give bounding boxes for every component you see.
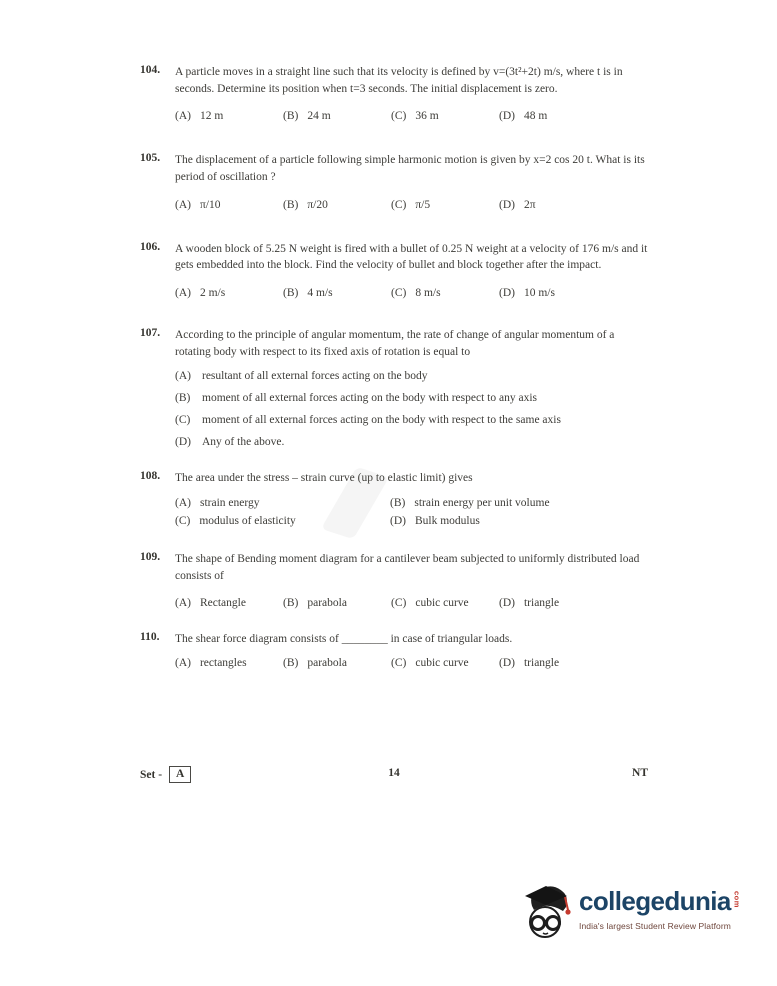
option-a	[175, 597, 283, 609]
question-number: 108.	[140, 470, 161, 483]
option-label: (D)	[499, 110, 515, 123]
option-a	[175, 287, 283, 299]
option-label: (C)	[175, 414, 191, 427]
option-label: (B)	[283, 198, 299, 211]
option-text: 8 m/s	[415, 287, 441, 300]
option-text: 36 m	[415, 110, 439, 123]
option-a	[175, 110, 283, 122]
question-108	[140, 470, 648, 527]
option-label: (D)	[499, 597, 515, 610]
option-c	[391, 199, 499, 211]
question-text: A particle moves in a straight line such that its velocity is defined by v=(3t²+2t) m/s, where t is in seconds. Determine its position when t=3 seconds. The initial displacement is zero.	[175, 66, 623, 95]
option-b	[283, 199, 391, 211]
option-text: Any of the above.	[202, 436, 285, 449]
option-a	[175, 199, 283, 211]
option-label: (D)	[390, 515, 406, 528]
option-label: (B)	[283, 110, 299, 123]
option-label: (B)	[390, 497, 406, 510]
options-row	[175, 199, 648, 211]
option-text: cubic curve	[415, 597, 469, 610]
options-row	[175, 110, 648, 122]
option-b	[390, 497, 648, 509]
question-number: 106.	[140, 240, 161, 253]
page-number: 14	[388, 767, 400, 779]
option-text: strain energy	[199, 497, 260, 510]
question-number: 104.	[140, 64, 161, 76]
option-text: resultant of all external forces acting on the body	[202, 370, 428, 383]
option-d	[499, 657, 648, 669]
option-text: π/5	[415, 198, 431, 211]
option-c	[391, 287, 499, 299]
set-badge: A	[169, 766, 191, 783]
option-text: rectangles	[199, 657, 247, 670]
option-label: (A)	[175, 110, 191, 123]
option-label: (A)	[175, 597, 191, 610]
option-text: moment of all external forces acting on the body with respect to any axis	[202, 392, 537, 405]
option-text: modulus of elasticity	[199, 515, 296, 528]
options-row	[175, 657, 648, 669]
options-row	[175, 597, 648, 609]
option-label: (C)	[175, 515, 191, 528]
option-b	[175, 392, 648, 404]
option-c	[391, 657, 499, 669]
question-106	[140, 241, 648, 299]
question-110	[140, 631, 648, 669]
question-text: The displacement of a particle following simple harmonic motion is given by x=2 cos 20 t. What is its period of oscillation ?	[175, 154, 645, 184]
option-label: (D)	[175, 436, 191, 449]
question-text: A wooden block of 5.25 N weight is fired with a bullet of 0.25 N weight at a velocity of 176 m/s and it gets embedded into the block. Find the velocity of bullet and block together after the impact.	[175, 242, 648, 272]
option-label: (C)	[391, 657, 407, 670]
option-label: (C)	[391, 287, 407, 300]
brand-wordmark: collegedunia	[579, 886, 731, 916]
question-104	[140, 64, 648, 122]
option-text: 2π	[523, 198, 536, 211]
option-text: 2 m/s	[199, 287, 226, 300]
option-label: (B)	[283, 597, 299, 610]
option-d	[499, 110, 648, 122]
option-label: (A)	[175, 198, 191, 211]
option-d	[390, 515, 648, 527]
option-a	[175, 370, 648, 382]
options-grid	[175, 497, 648, 527]
option-d	[499, 199, 648, 211]
option-label: (A)	[175, 657, 191, 670]
option-label: (B)	[283, 657, 299, 670]
option-a	[175, 657, 283, 669]
option-label: (B)	[175, 392, 191, 405]
option-b	[283, 287, 391, 299]
option-c	[175, 515, 390, 527]
option-label: (C)	[391, 110, 407, 123]
option-label: (D)	[499, 198, 515, 211]
option-d	[499, 287, 648, 299]
option-c	[391, 110, 499, 122]
option-d	[175, 436, 648, 448]
brand-suffix: com	[732, 891, 742, 908]
collegedunia-mascot-icon	[520, 880, 572, 945]
option-text: triangle	[523, 597, 560, 610]
option-text: π/10	[199, 198, 221, 211]
question-109	[140, 551, 648, 609]
questions-area	[140, 64, 648, 669]
option-text: Rectangle	[199, 597, 246, 610]
option-c	[391, 597, 499, 609]
question-number: 107.	[140, 327, 161, 340]
question-number: 109.	[140, 551, 161, 564]
question-text: According to the principle of angular momentum, the rate of change of angular momentum of a rotating body with respect to its fixed axis of rotation is equal to	[175, 329, 615, 358]
question-105	[140, 152, 648, 210]
collegedunia-logo	[520, 880, 742, 945]
option-text: moment of all external forces acting on the body with respect to the same axis	[202, 414, 561, 427]
paper-code: NT	[632, 767, 648, 779]
option-text: 4 m/s	[307, 287, 333, 300]
option-label: (C)	[391, 597, 407, 610]
question-text: The shape of Bending moment diagram for a cantilever beam subjected to uniformly distributed load consists of	[175, 553, 640, 582]
option-label: (D)	[499, 657, 515, 670]
option-label: (A)	[175, 287, 191, 300]
option-b	[283, 657, 391, 669]
option-b	[283, 110, 391, 122]
question-text: The area under the stress – strain curve (up to elastic limit) gives	[175, 472, 473, 485]
page-footer	[140, 766, 648, 786]
option-c	[175, 414, 648, 426]
option-text: 10 m/s	[523, 287, 555, 300]
brand-tagline: India's largest Student Review Platform	[579, 921, 731, 932]
option-label: (C)	[391, 198, 407, 211]
question-number: 105.	[140, 152, 161, 165]
option-label: (A)	[175, 497, 191, 510]
option-text: 24 m	[307, 110, 331, 123]
question-text: The shear force diagram consists of ________ in case of triangular loads.	[175, 633, 513, 646]
option-text: triangle	[523, 657, 560, 670]
question-107	[140, 327, 648, 448]
option-d	[499, 597, 648, 609]
option-text: π/20	[307, 198, 328, 211]
option-b	[283, 597, 391, 609]
options-list	[175, 370, 648, 448]
option-text: strain energy per unit volume	[414, 497, 550, 510]
option-text: parabola	[307, 657, 347, 670]
set-label: Set -	[140, 768, 163, 781]
option-text: Bulk modulus	[414, 515, 480, 528]
option-label: (B)	[283, 287, 299, 300]
option-text: 48 m	[523, 110, 548, 123]
option-text: parabola	[307, 597, 347, 610]
option-label: (D)	[499, 287, 515, 300]
option-text: 12 m	[199, 110, 224, 123]
option-a	[175, 497, 390, 509]
option-label: (A)	[175, 370, 191, 383]
option-text: cubic curve	[415, 657, 469, 670]
set-indicator	[140, 766, 191, 783]
question-number: 110.	[140, 631, 160, 644]
options-row	[175, 287, 648, 299]
